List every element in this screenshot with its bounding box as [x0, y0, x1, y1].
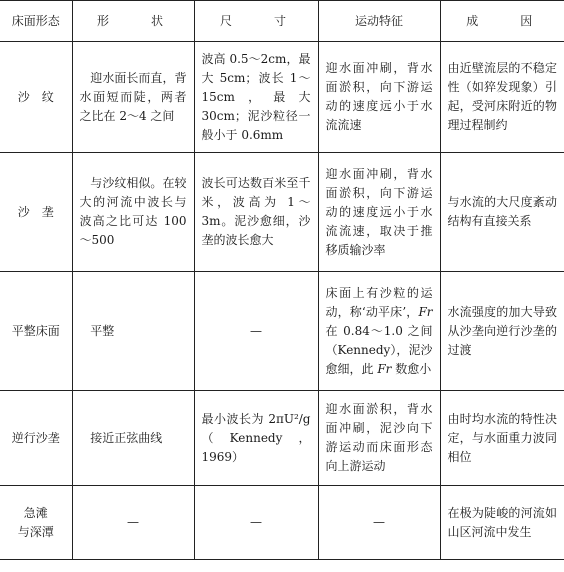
table-row-dunes: [0, 153, 564, 272]
row-name-line: 急滩: [23, 505, 48, 520]
header-cause: 成 因: [440, 1, 564, 42]
header-size: 尺 寸: [194, 1, 318, 42]
row-shape: 迎水面长而直，背水面短而陡，两者之比在 2～4 之间: [72, 42, 194, 153]
froude-symbol: Fr: [377, 361, 392, 376]
row-motion: —: [318, 486, 440, 560]
row-cause: 在极为陡峻的河流如山区河流中发生: [440, 486, 564, 560]
row-size: —: [194, 486, 318, 560]
row-motion: 迎水面淤积，背水面冲刷，泥沙向下游运动而床面形态向上游运动: [318, 391, 440, 486]
table-row-chutes-pools: [0, 486, 564, 560]
header-shape: 形 状: [72, 1, 194, 42]
row-shape: 平整: [72, 272, 194, 391]
header-bedform: 床面形态: [11, 13, 60, 28]
row-name: 沙 垄: [17, 204, 54, 219]
row-name-line: 与深潭: [17, 524, 54, 539]
row-name: 沙 纹: [17, 89, 54, 104]
header-motion: 运动特征: [318, 1, 440, 42]
row-shape: 接近正弦曲线: [72, 391, 194, 486]
row-motion: [318, 272, 440, 391]
row-shape: —: [72, 486, 194, 560]
motion-part: 在 0.84～1.0 之间（Kennedy），泥沙愈细，此: [325, 323, 433, 376]
row-cause: 由时均水流的特性决定，与水面重力波同相位: [440, 391, 564, 486]
row-size: 波高 0.5～2cm，最大 5cm；波长 1～15cm，最大 30cm；泥沙粒径一般小于 0.6mm: [194, 42, 318, 153]
row-size: 最小波长为 2πU²/g（Kennedy，1969）: [194, 391, 318, 486]
row-size: 波长可达数百米至千米，波高为 1～3m。泥沙愈细，沙垄的波长愈大: [194, 153, 318, 272]
table-row-antidunes: [0, 391, 564, 486]
row-cause: 由近壁流层的不稳定性（如猝发现象）引起，受河床附近的物理过程制约: [440, 42, 564, 153]
row-name: 平整床面: [11, 323, 60, 338]
row-cause: 水流强度的加大导致从沙垄向逆行沙垄的过渡: [440, 272, 564, 391]
row-name: 逆行沙垄: [11, 430, 60, 445]
table-header-row: [0, 1, 564, 42]
row-size: —: [194, 272, 318, 391]
row-shape: 与沙纹相似。在较大的河流中波长与波高之比可达 100～500: [72, 153, 194, 272]
row-name: [0, 486, 72, 560]
table-row-ripples: [0, 42, 564, 153]
froude-symbol: Fr: [418, 304, 433, 319]
table-row-flat-bed: [0, 272, 564, 391]
row-cause: 与水流的大尺度紊动结构有直接关系: [440, 153, 564, 272]
row-motion: 迎水面冲刷，背水面淤积，向下游运动的速度远小于水流流速: [318, 42, 440, 153]
motion-part: 床面上有沙粒的运动，称‘动平床’，: [325, 285, 433, 319]
row-motion: 迎水面冲刷，背水面淤积，向下游运动的速度远小于水流流速，取决于推移质输沙率: [318, 153, 440, 272]
motion-part: 数愈小: [391, 361, 432, 376]
